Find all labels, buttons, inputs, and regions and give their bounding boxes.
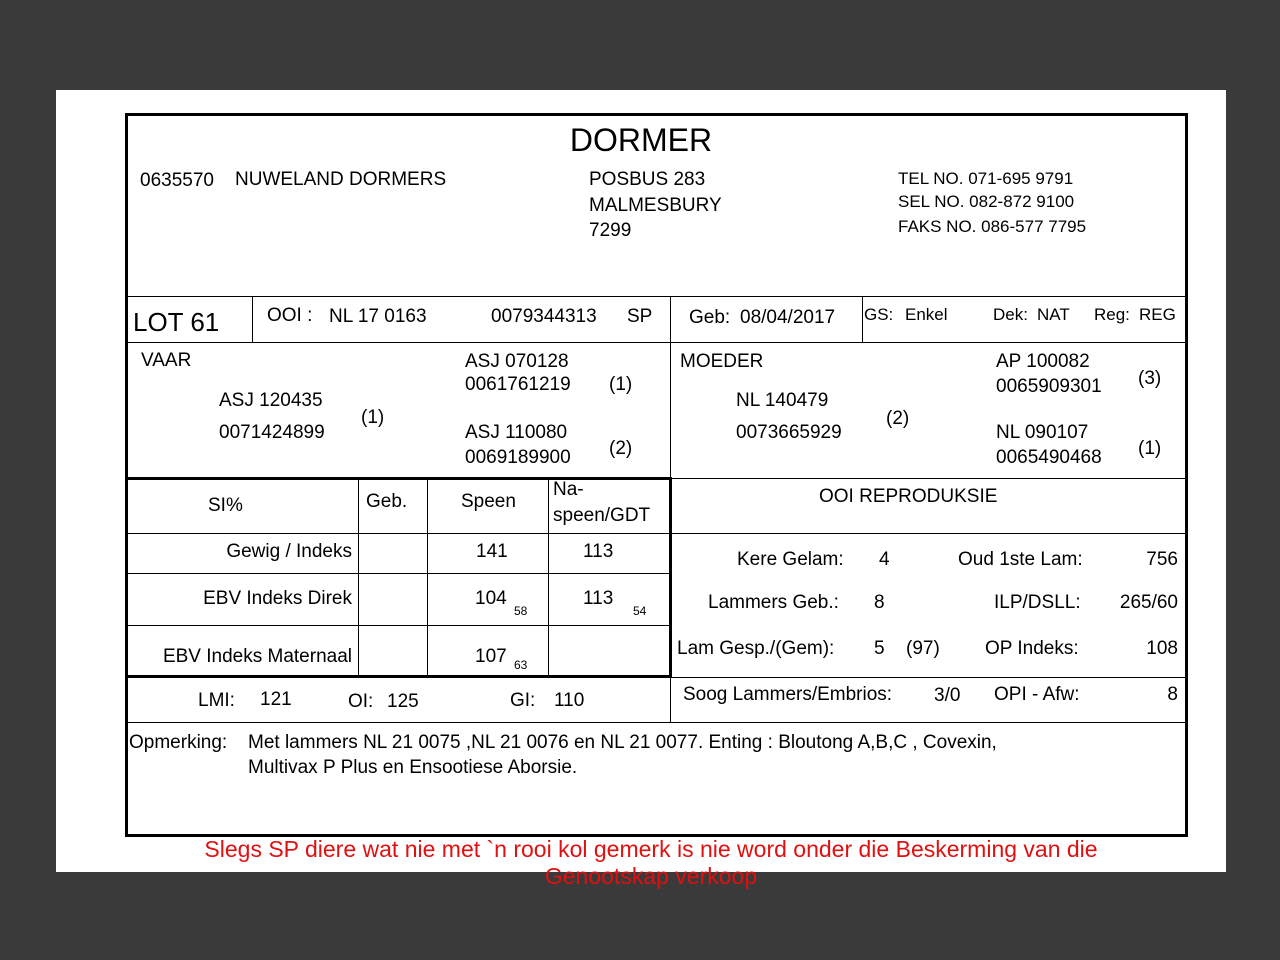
divider — [669, 477, 672, 678]
speen-value: 107 — [475, 646, 507, 667]
ooi-label: OOI : — [267, 305, 313, 326]
divider — [358, 480, 359, 676]
speen-value: 104 — [475, 588, 507, 609]
lammers-geb-value: 8 — [874, 592, 885, 613]
sel-number: SEL NO. 082-872 9100 — [898, 192, 1075, 211]
divider — [128, 573, 672, 574]
kere-gelam-label: Kere Gelam: — [737, 549, 844, 570]
moeder-number: 0073665929 — [736, 422, 842, 443]
page-title: DORMER — [569, 122, 713, 158]
lmi-value: 121 — [260, 689, 292, 710]
lot-card — [56, 90, 1226, 889]
lmi-label: LMI: — [198, 690, 235, 711]
speen-header: Speen — [461, 491, 516, 512]
remarks-label: Opmerking: — [129, 732, 228, 753]
vaar-dam-rank: (2) — [609, 438, 633, 459]
vaar-label: VAAR — [141, 350, 192, 371]
tel-number: TEL NO. 071-695 9791 — [898, 169, 1074, 188]
dek-value: NAT — [1037, 305, 1070, 324]
vaar-dam-id: ASJ 110080 — [465, 422, 568, 443]
vaar-id: ASJ 120435 — [219, 390, 323, 411]
moeder-rank: (2) — [886, 408, 910, 429]
ooi-tag: SP — [627, 306, 653, 327]
soog-label: Soog Lammers/Embrios: — [683, 684, 893, 705]
oi-value: 125 — [387, 691, 419, 712]
reg-value: REG — [1139, 305, 1176, 324]
geb-date: 08/04/2017 — [740, 307, 836, 328]
op-value: 108 — [1146, 638, 1178, 659]
row-label: EBV Indeks Direk — [203, 588, 352, 609]
frame-top-border — [126, 113, 1188, 116]
gi-value: 110 — [554, 690, 585, 711]
divider — [128, 342, 1186, 343]
divider — [427, 480, 428, 676]
vaar-rank: (1) — [361, 407, 385, 428]
divider — [670, 478, 1186, 479]
vaar-sire-rank: (1) — [609, 374, 633, 395]
naspeen-reliability: 54 — [633, 604, 647, 618]
op-label: OP Indeks: — [985, 638, 1079, 659]
gs-label: GS: — [864, 305, 894, 324]
vaar-dam-number: 0069189900 — [465, 447, 571, 468]
moeder-sire-rank: (3) — [1138, 368, 1162, 389]
ooi-id: NL 17 0163 — [329, 306, 427, 327]
reg-label: Reg: — [1094, 305, 1130, 324]
breeder-code: 0635570 — [140, 170, 214, 191]
ilp-value: 265/60 — [1119, 592, 1178, 613]
address-line: 7299 — [589, 220, 632, 241]
row-label: EBV Indeks Maternaal — [162, 646, 352, 667]
moeder-sire-id: AP 100082 — [996, 351, 1090, 372]
divider — [128, 296, 1186, 297]
naspeen-value: 113 — [583, 541, 614, 562]
divider — [252, 296, 253, 342]
divider — [128, 533, 1186, 534]
divider — [128, 675, 672, 678]
lot-number: LOT 61 — [133, 307, 220, 337]
moeder-label: MOEDER — [680, 351, 764, 372]
row-label: Gewig / Indeks — [226, 541, 352, 562]
moeder-dam-id: NL 090107 — [996, 422, 1089, 443]
oi-label: OI: — [348, 691, 374, 712]
divider — [128, 625, 672, 626]
oud-label: Oud 1ste Lam: — [958, 549, 1083, 570]
kere-gelam-value: 4 — [879, 549, 890, 570]
reproduction-title: OOI REPRODUKSIE — [819, 486, 998, 507]
divider — [862, 296, 863, 342]
protection-note: Genootskap verkoop — [544, 863, 758, 889]
moeder-id: NL 140479 — [736, 390, 829, 411]
lam-gesp-gem: (97) — [906, 638, 940, 659]
breeder-name: NUWELAND DORMERS — [235, 169, 447, 190]
moeder-sire-number: 0065909301 — [996, 376, 1102, 397]
vaar-number: 0071424899 — [219, 422, 325, 443]
ilp-label: ILP/DSLL: — [994, 592, 1081, 613]
lammers-geb-label: Lammers Geb.: — [708, 592, 839, 613]
frame-left-border — [125, 113, 128, 837]
geb-header: Geb. — [366, 491, 408, 512]
moeder-dam-rank: (1) — [1138, 438, 1162, 459]
naspeen-header: Na- — [553, 479, 584, 500]
address-line: POSBUS 283 — [589, 169, 706, 190]
gi-label: GI: — [510, 690, 536, 711]
vaar-sire-id: ASJ 070128 — [465, 351, 569, 372]
oud-value: 756 — [1146, 549, 1178, 570]
vaar-sire-number: 0061761219 — [465, 374, 571, 395]
si-header: SI% — [208, 495, 243, 516]
protection-note: Slegs SP diere wat nie met `n rooi kol gemerk is nie word onder die Beskerming van die — [204, 836, 1098, 862]
faks-number: FAKS NO. 086-577 7795 — [898, 217, 1087, 236]
ooi-number: 0079344313 — [491, 306, 597, 327]
opi-label: OPI - Afw: — [994, 684, 1080, 705]
divider — [548, 480, 549, 676]
divider — [128, 477, 672, 480]
divider — [128, 722, 1186, 723]
speen-value: 141 — [476, 541, 508, 562]
naspeen-value: 113 — [583, 588, 614, 609]
geb-label: Geb: — [689, 307, 731, 328]
opi-value: 8 — [1167, 684, 1178, 705]
divider — [670, 677, 1186, 678]
lam-gesp-label: Lam Gesp./(Gem): — [677, 638, 835, 659]
speen-reliability: 63 — [514, 658, 528, 672]
gs-value: Enkel — [905, 305, 948, 324]
naspeen-header: speen/GDT — [553, 505, 651, 526]
lam-gesp-value: 5 — [874, 638, 885, 659]
speen-reliability: 58 — [514, 604, 528, 618]
frame-right-border — [1185, 113, 1188, 837]
dek-label: Dek: — [993, 305, 1028, 324]
moeder-dam-number: 0065490468 — [996, 447, 1102, 468]
remarks-text: Met lammers NL 21 0075 ,NL 21 0076 en NL 21 0077. Enting : Bloutong A,B,C , Covexin, — [248, 732, 997, 753]
address-line: MALMESBURY — [589, 195, 722, 216]
remarks-text: Multivax P Plus en Ensootiese Aborsie. — [248, 757, 578, 778]
soog-value: 3/0 — [934, 685, 961, 706]
